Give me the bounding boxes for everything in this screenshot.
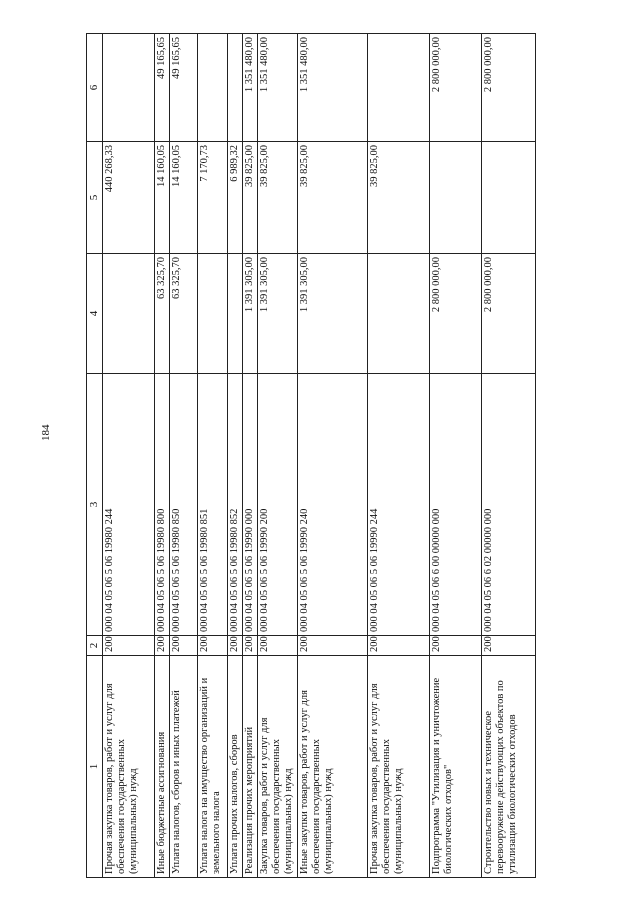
row-value-6: 1 351 480,00: [257, 34, 297, 142]
row-value-6: 2 800 000,00: [481, 34, 535, 142]
row-value-4: 1 391 305,00: [242, 254, 257, 374]
row-value-6: 1 351 480,00: [297, 34, 367, 142]
row-admin: 200: [297, 636, 367, 656]
row-value-5: 7 170,73: [197, 142, 227, 254]
row-value-5: 6 989,32: [227, 142, 242, 254]
table-row: [169, 34, 197, 878]
header-col-2: 2: [87, 636, 103, 656]
row-admin: 200: [242, 636, 257, 656]
row-name: Подпрограмма "Утилизация и уничтожение биологических отходов": [429, 656, 481, 878]
table-row: [297, 34, 367, 878]
row-name: Уплата прочих налогов, сборов: [227, 656, 242, 878]
row-value-5: 39 825,00: [367, 142, 429, 254]
row-value-4: 63 325,70: [169, 254, 197, 374]
row-code: 000 04 05 06 5 06 19990 240: [297, 374, 367, 636]
row-value-6: [367, 34, 429, 142]
row-value-4: 1 391 305,00: [257, 254, 297, 374]
row-name: Закупка товаров, работ и услуг для обеспечения государственных (муниципальных) нужд: [257, 656, 297, 878]
row-name: Иные бюджетные ассигнования: [154, 656, 169, 878]
table-row: [227, 34, 242, 878]
page-number: 184: [40, 424, 52, 441]
row-value-4: [227, 254, 242, 374]
row-value-6: [102, 34, 154, 142]
header-col-4: 4: [87, 254, 103, 374]
table-row: [242, 34, 257, 878]
row-value-4: 1 391 305,00: [297, 254, 367, 374]
row-name: Реализация прочих мероприятий: [242, 656, 257, 878]
row-code: 000 04 05 06 5 06 19990 200: [257, 374, 297, 636]
row-code: 000 04 05 06 5 06 19980 851: [197, 374, 227, 636]
row-value-4: [367, 254, 429, 374]
row-value-6: 1 351 480,00: [242, 34, 257, 142]
row-admin: 200: [169, 636, 197, 656]
row-value-5: 14 160,05: [154, 142, 169, 254]
row-value-5: 14 160,05: [169, 142, 197, 254]
rotated-page: [86, 34, 536, 878]
row-value-4: 2 800 000,00: [481, 254, 535, 374]
row-admin: 200: [257, 636, 297, 656]
header-row: [87, 34, 103, 878]
row-name: Иные закупки товаров, работ и услуг для обеспечения государственных (муниципальных) нужд: [297, 656, 367, 878]
row-name: Прочая закупка товаров, работ и услуг для обеспечения государственных (муниципальных) нужд: [102, 656, 154, 878]
row-value-5: 440 268,33: [102, 142, 154, 254]
header-col-3: 3: [87, 374, 103, 636]
row-code: 000 04 05 06 5 06 19990 244: [367, 374, 429, 636]
row-value-5: 39 825,00: [257, 142, 297, 254]
table-row: [429, 34, 481, 878]
row-value-5: 39 825,00: [242, 142, 257, 254]
row-value-5: 39 825,00: [297, 142, 367, 254]
header-col-5: 5: [87, 142, 103, 254]
row-code: 000 04 05 06 6 02 00000 000: [481, 374, 535, 636]
row-value-6: 2 800 000,00: [429, 34, 481, 142]
table-row: [367, 34, 429, 878]
row-code: 000 04 05 06 5 06 19990 000: [242, 374, 257, 636]
row-admin: 200: [154, 636, 169, 656]
row-admin: 200: [197, 636, 227, 656]
row-code: 000 04 05 06 5 06 19980 852: [227, 374, 242, 636]
row-value-6: [227, 34, 242, 142]
header-col-6: 6: [87, 34, 103, 142]
row-name: Прочая закупка товаров, работ и услуг для обеспечения государственных (муниципальных) нужд: [367, 656, 429, 878]
row-admin: 200: [481, 636, 535, 656]
row-code: 000 04 05 06 6 00 00000 000: [429, 374, 481, 636]
row-admin: 200: [367, 636, 429, 656]
row-name: Уплата налога на имущество организаций и земельного налога: [197, 656, 227, 878]
table-row: [154, 34, 169, 878]
row-value-5: [429, 142, 481, 254]
row-name: Уплата налогов, сборов и иных платежей: [169, 656, 197, 878]
row-value-4: 2 800 000,00: [429, 254, 481, 374]
row-admin: 200: [429, 636, 481, 656]
row-value-4: [102, 254, 154, 374]
row-value-4: [197, 254, 227, 374]
row-code: 000 04 05 06 5 06 19980 800: [154, 374, 169, 636]
table-row: [481, 34, 535, 878]
budget-table: [86, 33, 536, 878]
table-row: [197, 34, 227, 878]
row-value-5: [481, 142, 535, 254]
row-code: 000 04 05 06 5 06 19980 244: [102, 374, 154, 636]
row-admin: 200: [102, 636, 154, 656]
row-value-6: 49 165,65: [169, 34, 197, 142]
row-name: Строительство новых и техническое перевооружение действующих объектов по утилизации биологических отходов: [481, 656, 535, 878]
table-row: [257, 34, 297, 878]
row-value-6: [197, 34, 227, 142]
row-value-4: 63 325,70: [154, 254, 169, 374]
row-value-6: 49 165,65: [154, 34, 169, 142]
header-col-1: 1: [87, 656, 103, 878]
table-row: [102, 34, 154, 878]
row-admin: 200: [227, 636, 242, 656]
row-code: 000 04 05 06 5 06 19980 850: [169, 374, 197, 636]
